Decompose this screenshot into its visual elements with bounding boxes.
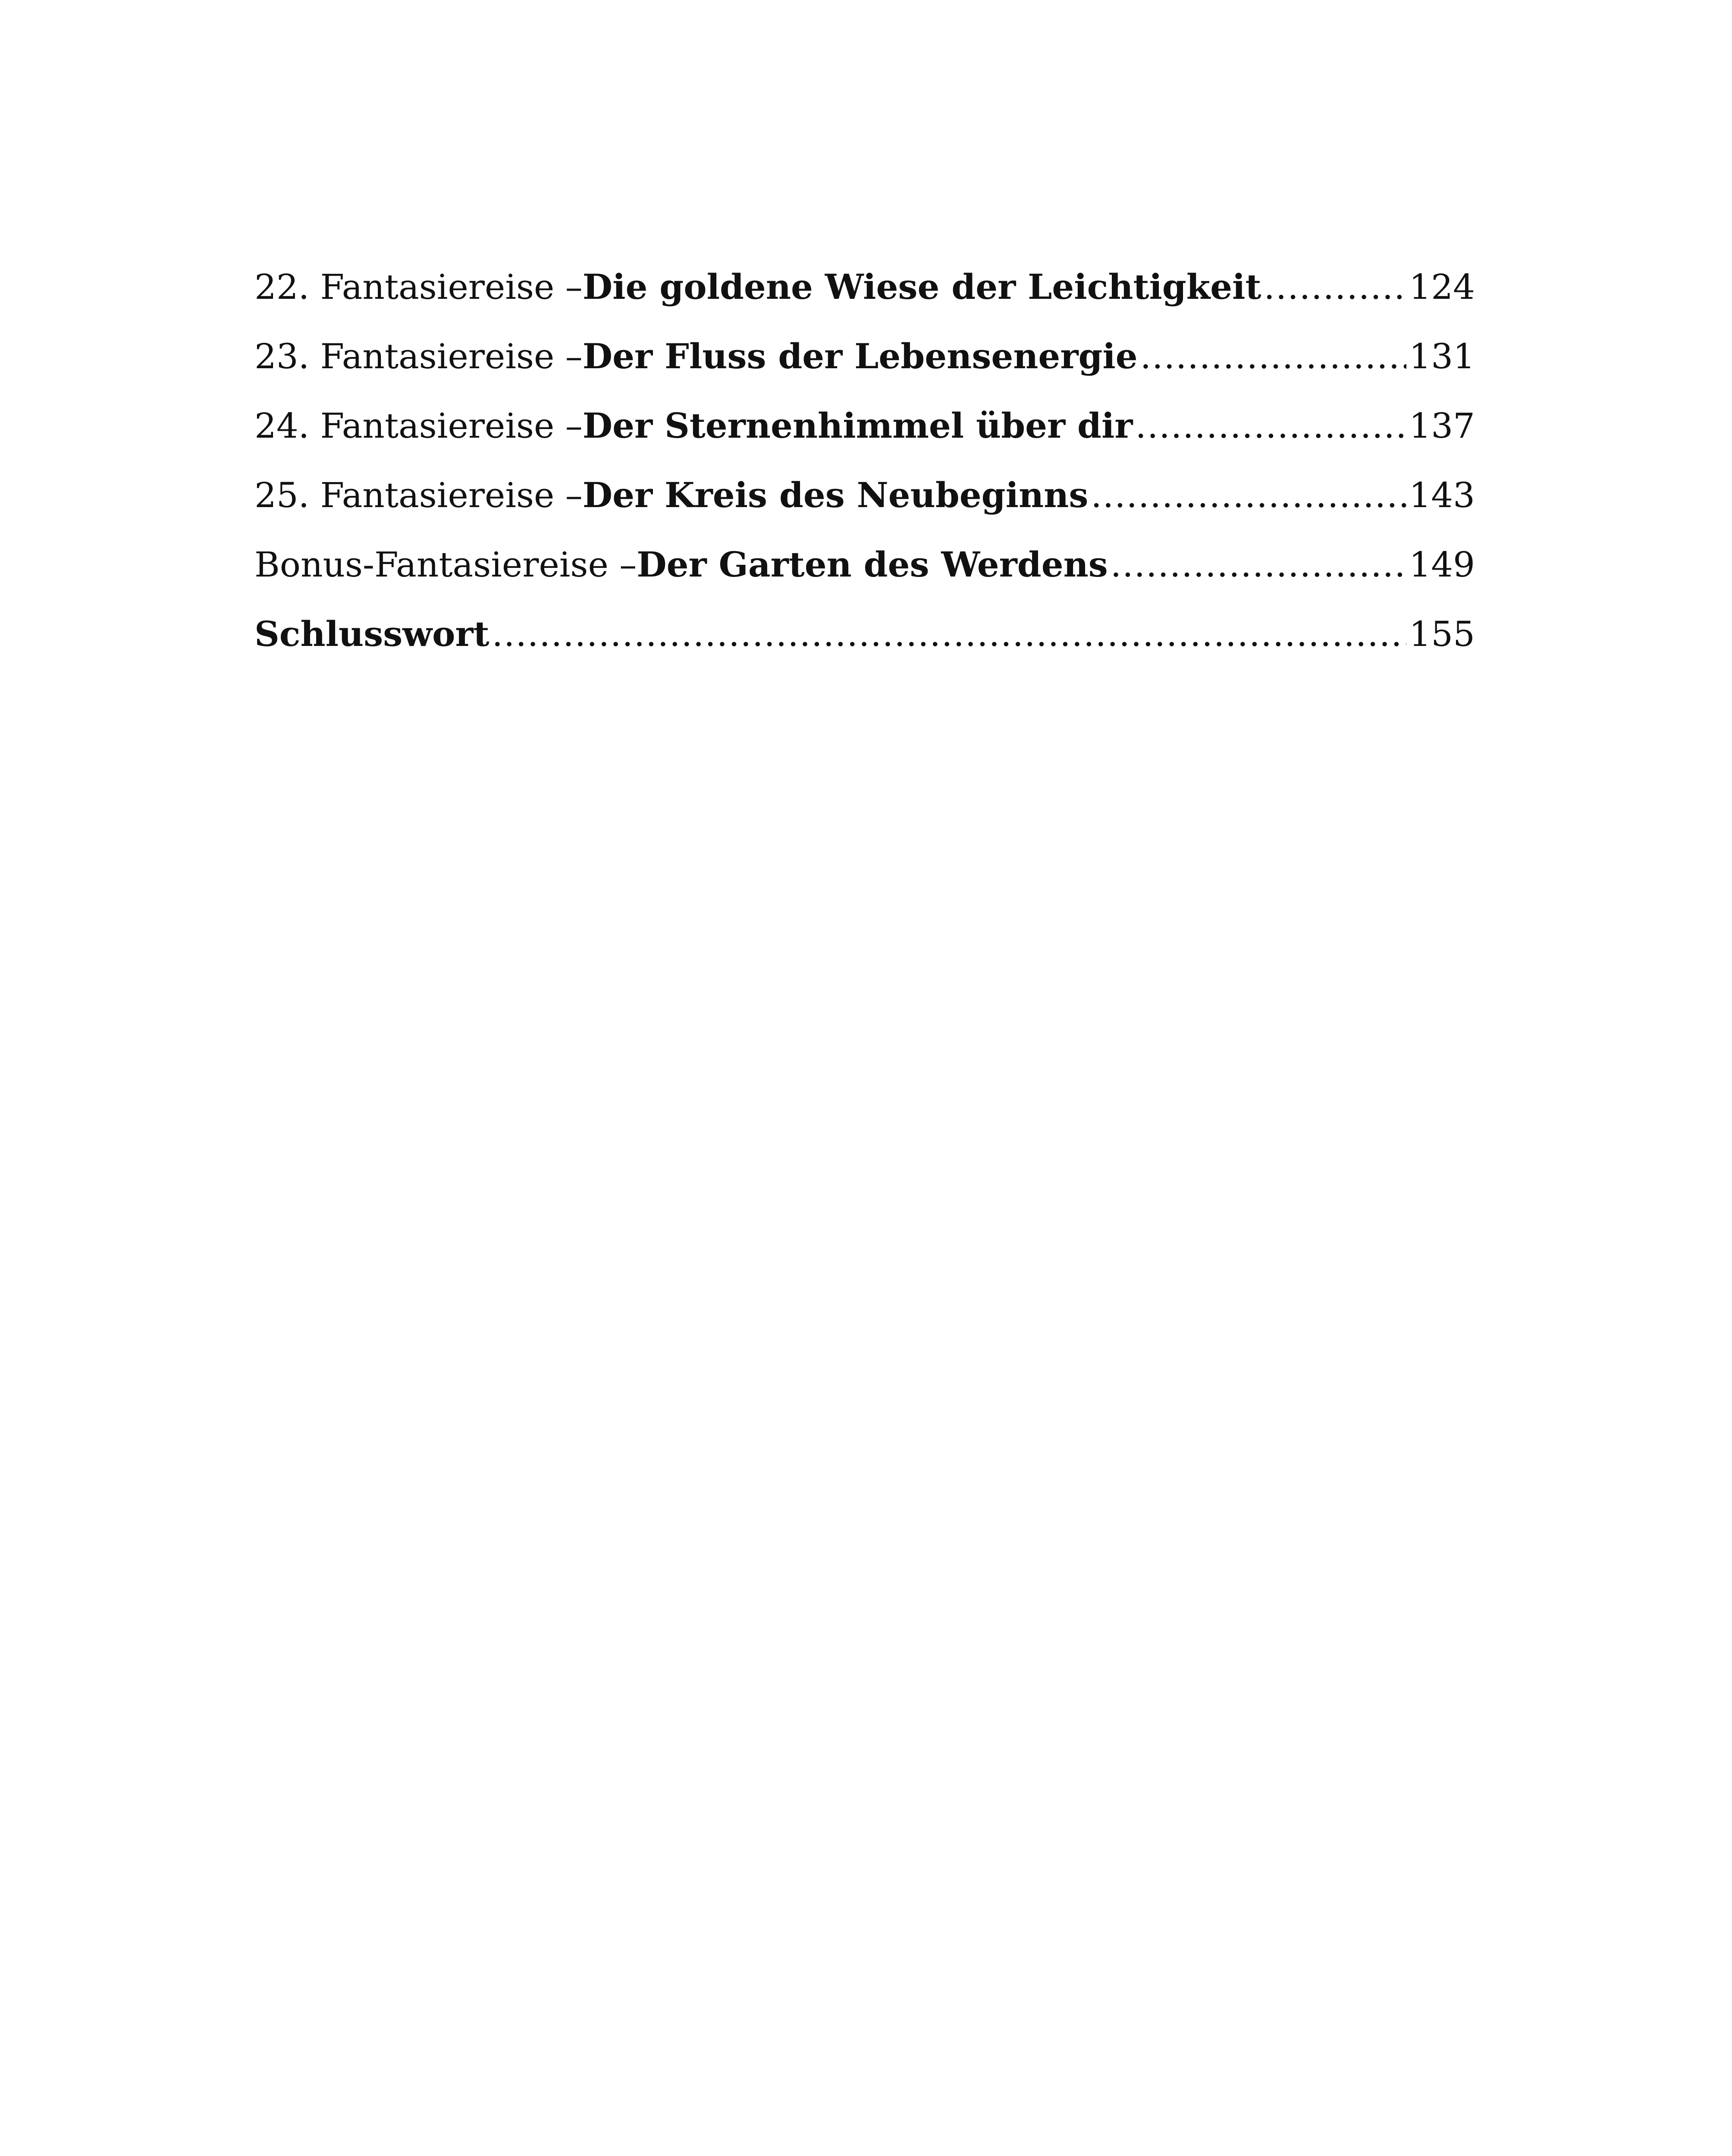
toc-entry-page-number: 124 <box>1409 267 1475 307</box>
toc-entry-title: Der Fluss der Lebensenergie <box>582 336 1138 376</box>
toc-entry-page-number: 143 <box>1409 475 1475 515</box>
toc-dot-leader <box>1136 391 1407 461</box>
toc-entry-title: Der Kreis des Neubeginns <box>582 475 1089 515</box>
toc-entry[interactable] <box>254 322 1475 391</box>
toc-dot-leader <box>1091 461 1406 530</box>
toc-entry-page-number: 131 <box>1409 336 1475 376</box>
toc-entry-prefix: 23. Fantasiereise – <box>254 336 583 376</box>
toc-entry-prefix: 22. Fantasiereise – <box>254 267 583 307</box>
toc-entry[interactable] <box>254 252 1475 322</box>
toc-entry[interactable] <box>254 461 1475 530</box>
toc-entry-prefix: 25. Fantasiereise – <box>254 475 583 515</box>
toc-entry[interactable] <box>254 391 1475 461</box>
toc-entry-title: Der Garten des Werdens <box>637 544 1108 585</box>
toc-entry-title: Schlusswort <box>254 614 489 654</box>
toc-dot-leader <box>1140 322 1407 391</box>
toc-entry[interactable] <box>254 599 1475 669</box>
toc-dot-leader <box>492 599 1407 669</box>
toc-entry-title: Der Sternenhimmel über dir <box>582 405 1133 446</box>
toc-entry-title: Die goldene Wiese der Leichtigkeit <box>582 266 1261 307</box>
toc-entry[interactable] <box>254 530 1475 599</box>
toc-entry-prefix: 24. Fantasiereise – <box>254 406 583 446</box>
toc-dot-leader <box>1111 530 1407 599</box>
table-of-contents <box>254 252 1475 669</box>
toc-entry-page-number: 137 <box>1409 406 1475 446</box>
toc-entry-page-number: 155 <box>1409 614 1475 654</box>
toc-entry-prefix: Bonus-Fantasiereise – <box>254 545 637 585</box>
toc-dot-leader <box>1264 252 1406 322</box>
toc-entry-page-number: 149 <box>1409 545 1475 585</box>
